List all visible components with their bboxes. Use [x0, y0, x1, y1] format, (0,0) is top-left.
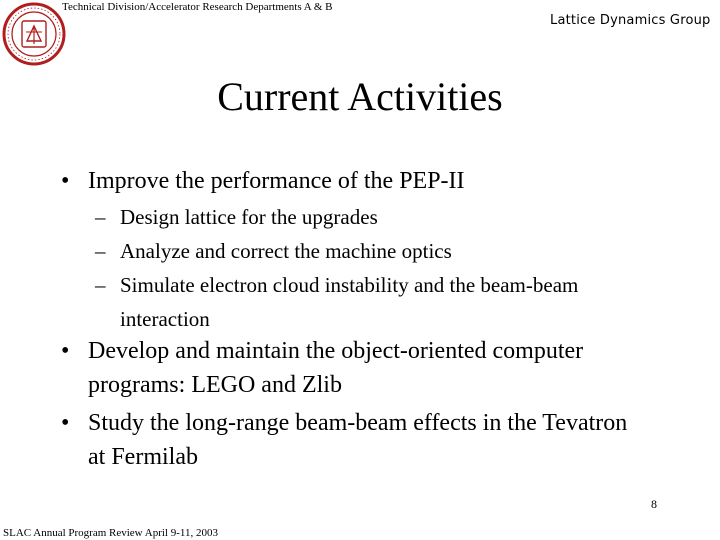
- sub-item-text: Simulate electron cloud instability and the beam-beam interaction: [120, 273, 579, 331]
- stanford-seal-logo: [2, 2, 66, 66]
- group-name: Lattice Dynamics Group: [550, 13, 711, 28]
- dash-mark: –: [95, 205, 106, 229]
- bullet-mark: •: [61, 338, 70, 364]
- bullet-mark: •: [61, 168, 70, 194]
- sub-item: [95, 268, 660, 336]
- bullet-text: Develop and maintain the object-oriented computer programs: LEGO and Zlib: [88, 338, 584, 398]
- sub-item: [95, 200, 680, 234]
- page-number: 8: [651, 497, 657, 511]
- bullet-mark: •: [61, 410, 70, 436]
- bullet-text: Improve the performance of the PEP-II: [88, 168, 465, 194]
- dash-mark: –: [95, 273, 106, 297]
- bullet-item: [61, 406, 648, 474]
- department-header: Technical Division/Accelerator Research Departments A & B: [62, 1, 333, 13]
- bullet-text: Study the long-range beam-beam effects in the Tevatron at Fermilab: [88, 410, 628, 470]
- slide-title: Current Activities: [217, 74, 503, 119]
- bullet-item: [61, 334, 608, 402]
- bullet-item: [61, 164, 688, 198]
- sub-item-text: Analyze and correct the machine optics: [120, 239, 452, 263]
- sub-item: [95, 234, 680, 268]
- sub-item-text: Design lattice for the upgrades: [120, 205, 378, 229]
- dash-mark: –: [95, 239, 106, 263]
- footer-text: SLAC Annual Program Review April 9-11, 2003: [3, 527, 218, 539]
